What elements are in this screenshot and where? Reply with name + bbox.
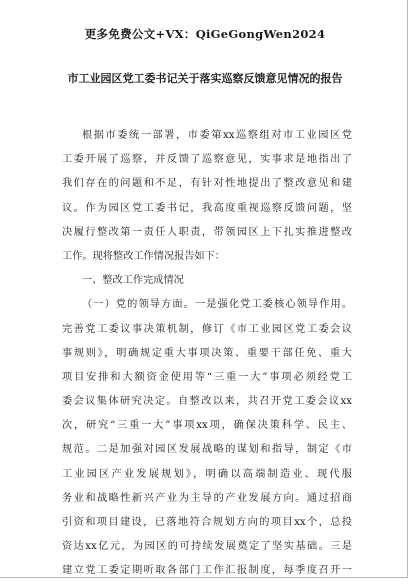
body-line: 工业园区产业发展规划》，明确以高端制造业、现代服 [62, 468, 352, 480]
promo-header: 更多免费公文+VX：QiGeGongWen2024 [84, 27, 326, 41]
body-line: 工作。现将整改工作情况报告如下： [62, 250, 225, 262]
body-line: 工委开展了巡察，并反馈了巡察意见，实事求是地指出了 [62, 154, 352, 166]
body-line: 委会议集体研究决定。自整改以来，共召开党工委会议xx [62, 396, 352, 408]
body-line: 务业和战略性新兴产业为主导的产业发展方向。通过招商 [62, 492, 352, 504]
document-body [62, 128, 352, 588]
body-line: 建立党工委定期听取各部门工作汇报制度，每季度召开一 [62, 565, 352, 577]
body-line: 次，研究“三重一大”事项xx项，确保决策科学、民主、 [62, 420, 352, 432]
body-line: 决履行整改第一责任人职责，带领园区上下扎实推进整改 [62, 226, 352, 238]
body-line: 资达xx亿元，为园区的可持续发展奠定了坚实基础。三是 [62, 541, 352, 553]
section-heading: 一、整改工作完成情况 [82, 275, 184, 287]
body-line: 规范。二是加强对园区发展战略的谋划和指导，制定《市 [62, 444, 352, 456]
body-line: 完善党工委议事决策机制，修订《市工业园区党工委会议 [62, 323, 352, 335]
body-line: （一）党的领导方面。一是强化党工委核心领导作用。 [82, 299, 352, 311]
body-line: 引资和项目建设，已落地符合规划方向的项目xx个，总投 [62, 517, 352, 528]
body-line: 议。作为园区党工委书记，我高度重视巡察反馈问题，坚 [62, 202, 352, 214]
body-line: 事规则》，明确规定重大事项决策、重要干部任免、重大 [62, 347, 352, 359]
body-line: 我们存在的问题和不足，有针对性地提出了整改意见和建 [62, 178, 352, 190]
body-line: 根据市委统一部署，市委第xx巡察组对市工业园区党 [82, 130, 352, 141]
body-line: 项目安排和大额资金使用等“三重一大”事项必须经党工 [62, 371, 352, 383]
document-title: 市工业园区党工委书记关于落实巡察反馈意见情况的报告 [67, 72, 343, 85]
